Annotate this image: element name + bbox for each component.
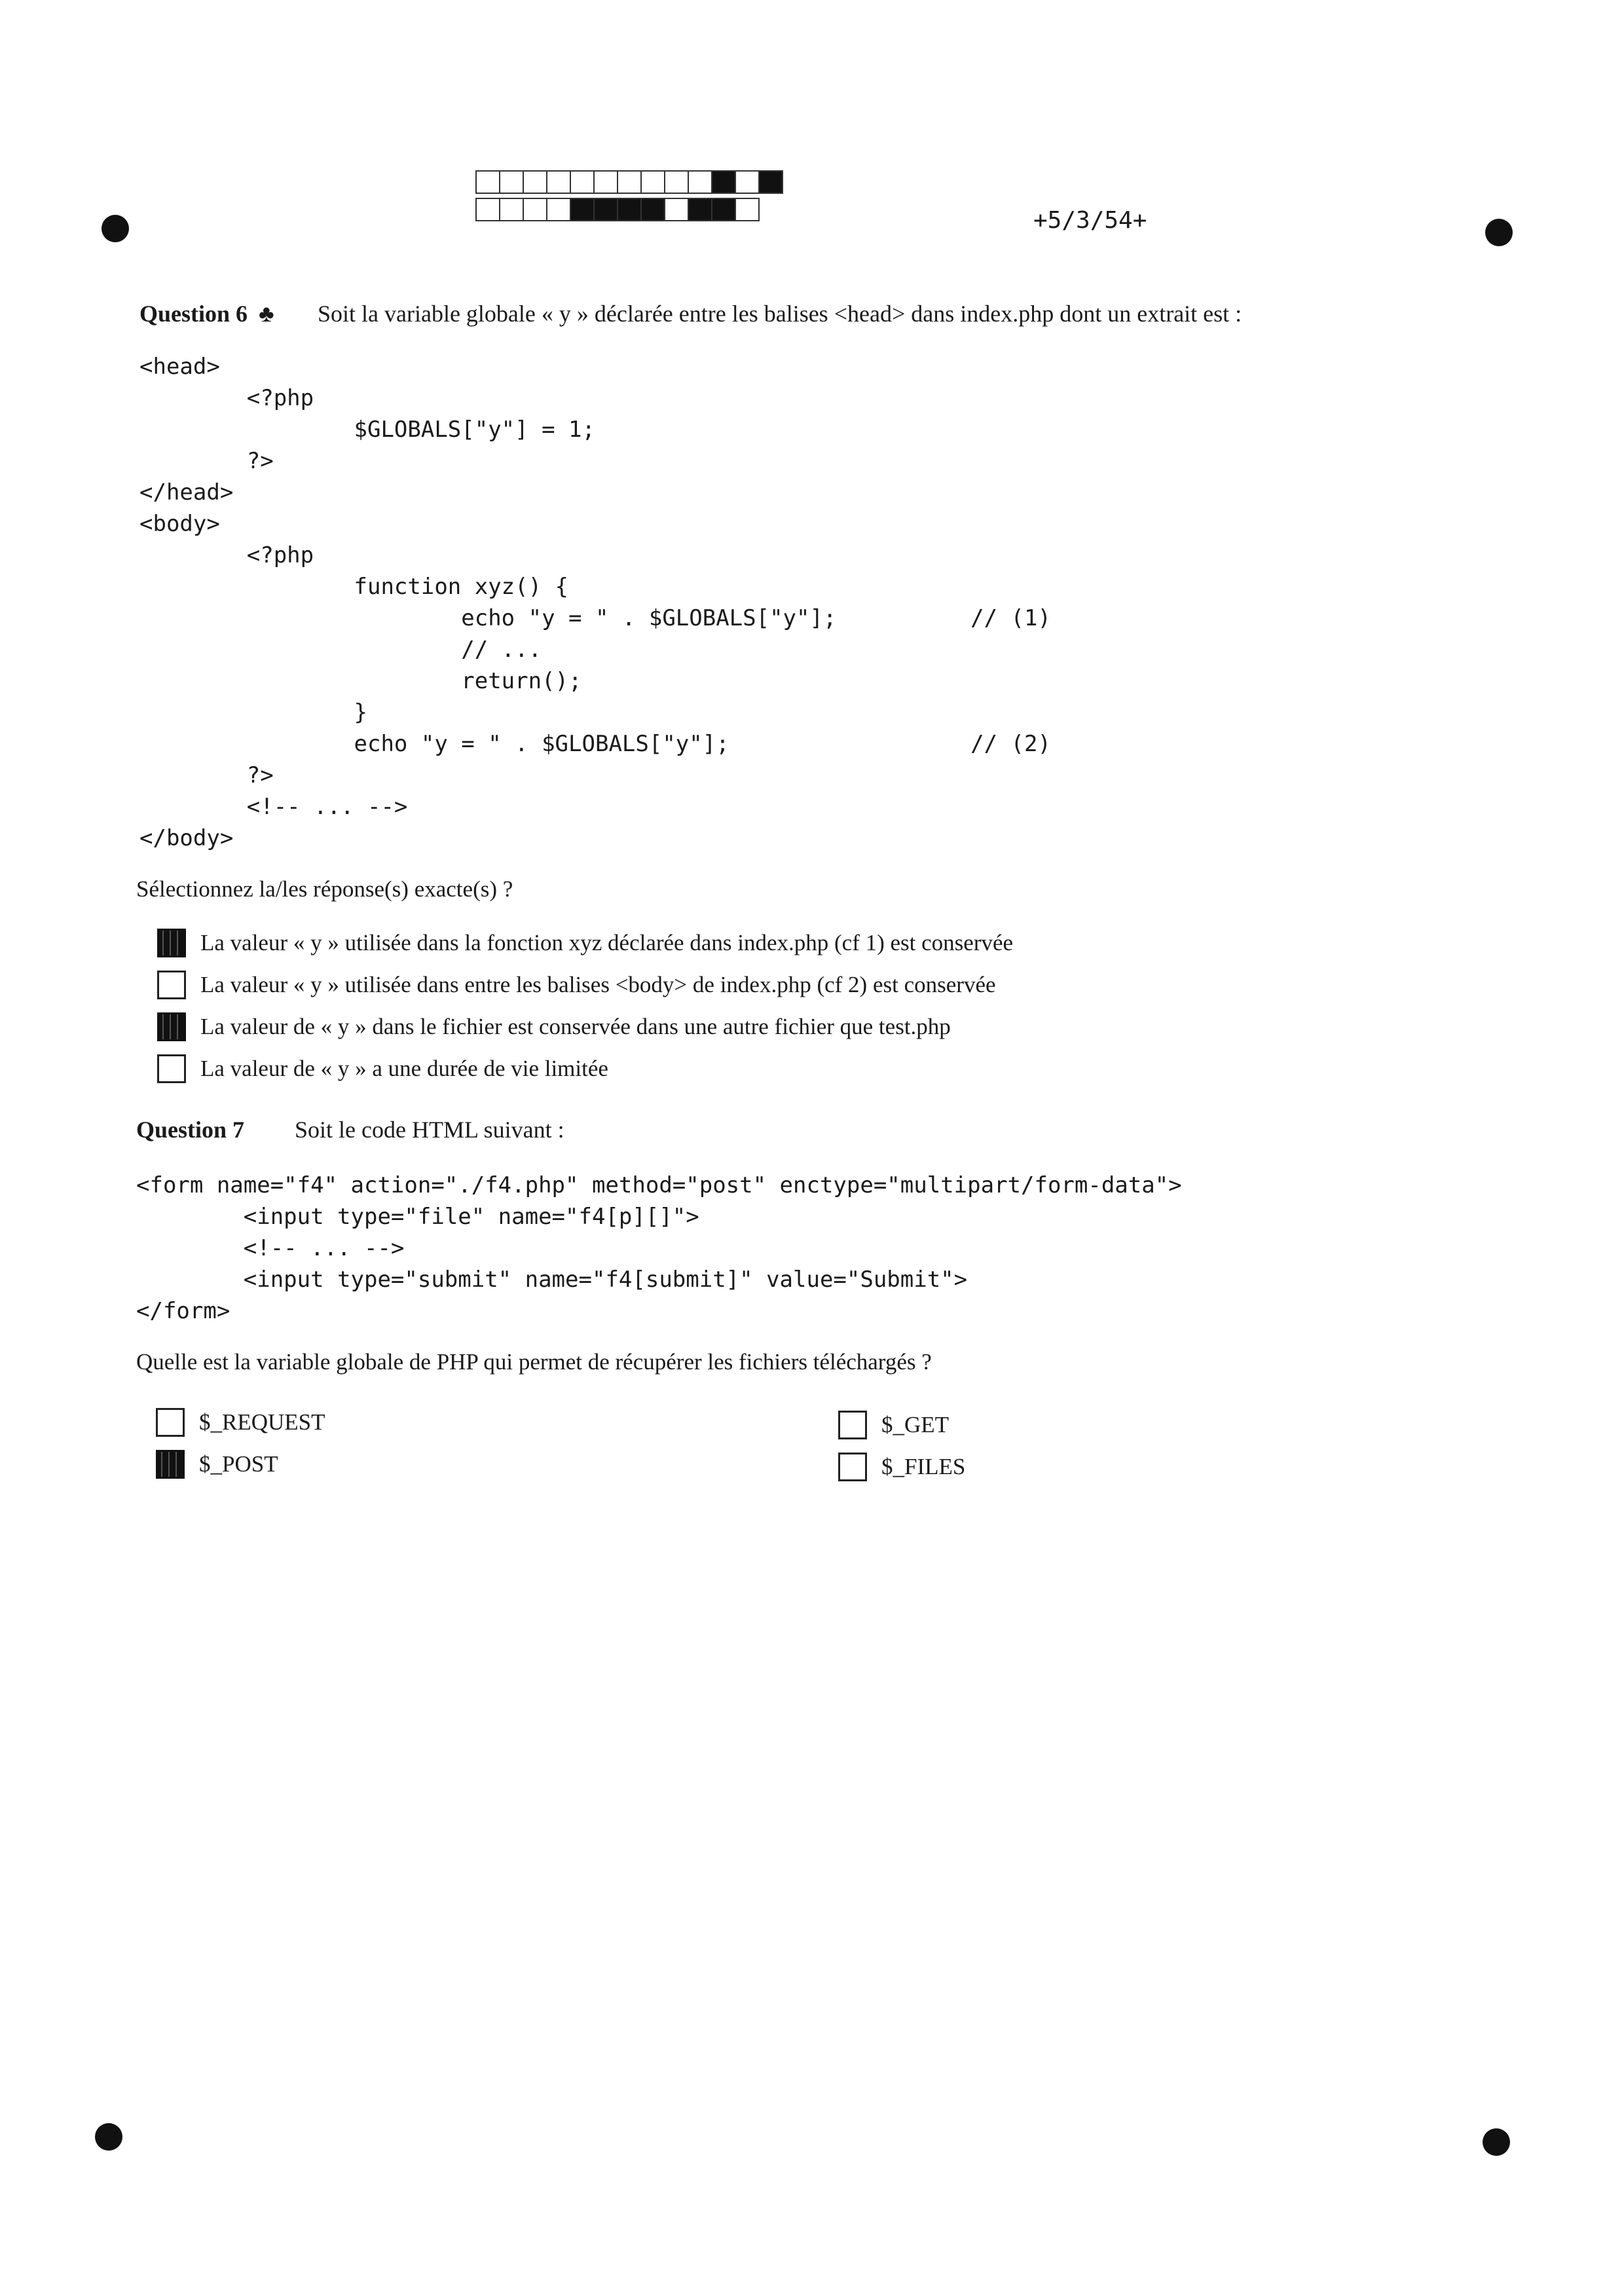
- barcode-cell: [546, 170, 571, 194]
- barcode-cell: [711, 170, 736, 194]
- q7-answer-files-checkbox[interactable]: [838, 1453, 867, 1481]
- q7-answer-post[interactable]: [156, 1450, 278, 1479]
- q6-answer-4-checkbox[interactable]: [157, 1054, 186, 1083]
- question-7-code: <form name="f4" action="./f4.php" method="post" enctype="multipart/form-data"> <input type="file" name="f4[p][]"> <!-- ... --> <input type="submit" name="f4[submit]" value="Submit"> </form>: [136, 1172, 1182, 1324]
- barcode-cell: [640, 170, 665, 194]
- question-7-prompt: Quelle est la variable globale de PHP qui permet de récupérer les fichiers téléchargés ?: [136, 1349, 932, 1375]
- barcode-cell: [664, 198, 689, 221]
- q6-answer-1-checkbox[interactable]: [157, 929, 186, 957]
- barcode-cell: [617, 198, 642, 221]
- question-7-text: Soit le code HTML suivant :: [295, 1117, 564, 1143]
- q6-answer-4[interactable]: [157, 1054, 608, 1083]
- question-6-title: Question 6: [139, 301, 248, 327]
- question-7-title: Question 7: [136, 1117, 245, 1143]
- barcode-cell: [758, 170, 783, 194]
- registration-dot-bottom-left: [95, 2123, 122, 2151]
- q7-answer-post-label: $_POST: [199, 1451, 278, 1477]
- barcode-cell: [664, 170, 689, 194]
- barcode-row-bottom: [475, 198, 782, 221]
- q6-answer-3-label: La valeur de « y » dans le fichier est conservée dans une autre fichier que test.php: [200, 1014, 951, 1039]
- q6-answer-4-label: La valeur de « y » a une durée de vie limitée: [200, 1056, 608, 1081]
- barcode-cell: [570, 170, 595, 194]
- barcode-cell: [688, 170, 712, 194]
- q7-answer-get[interactable]: [838, 1411, 949, 1439]
- barcode-cell: [735, 170, 760, 194]
- q6-answer-3[interactable]: [157, 1012, 951, 1041]
- barcode-cell: [735, 198, 760, 221]
- q6-answer-1-label: La valeur « y » utilisée dans la fonction xyz déclarée dans index.php (cf 1) est conservée: [200, 930, 1014, 955]
- q7-answer-request-label: $_REQUEST: [199, 1409, 325, 1435]
- q6-answer-2-label: La valeur « y » utilisée dans entre les balises <body> de index.php (cf 2) est conservée: [200, 972, 996, 997]
- barcode-cell: [640, 198, 665, 221]
- registration-dot-top-right: [1485, 219, 1513, 246]
- barcode-cell: [523, 170, 547, 194]
- club-marker-icon: ♣: [259, 301, 274, 327]
- q6-answer-2[interactable]: [157, 971, 996, 999]
- registration-dot-bottom-right: [1483, 2128, 1510, 2156]
- q6-answer-1[interactable]: [157, 929, 1013, 957]
- question-7-header: [136, 1116, 564, 1143]
- barcode-cell: [499, 198, 524, 221]
- question-6-code: <head> <?php $GLOBALS["y"] = 1; ?> </head> <body> <?php function xyz() { echo "y = " . $GLOBALS["y"]; // (1) // ... return(); } echo "y = " . $GLOBALS["y"]; // (2) ?> <!-- ... --> </body>: [139, 354, 1051, 851]
- barcode-cell: [593, 170, 618, 194]
- barcode-cell: [499, 170, 524, 194]
- barcode-cell: [688, 198, 712, 221]
- barcode-cell: [475, 198, 500, 221]
- header-barcode: [475, 170, 782, 225]
- q7-answer-post-checkbox[interactable]: [156, 1450, 185, 1479]
- question-6-text: Soit la variable globale « y » déclarée entre les balises <head> dans index.php dont un extrait est :: [318, 301, 1242, 327]
- barcode-cell: [617, 170, 642, 194]
- barcode-cell: [546, 198, 571, 221]
- barcode-cell: [593, 198, 618, 221]
- q7-answer-files[interactable]: [838, 1453, 965, 1481]
- page-number: +5/3/54+: [1033, 207, 1147, 234]
- q7-answer-request-checkbox[interactable]: [156, 1408, 185, 1437]
- barcode-row-top: [475, 170, 782, 194]
- q7-answer-files-label: $_FILES: [881, 1454, 966, 1479]
- q6-answer-2-checkbox[interactable]: [157, 971, 186, 999]
- question-6-prompt: Sélectionnez la/les réponse(s) exacte(s) ?: [136, 876, 513, 902]
- barcode-cell: [475, 170, 500, 194]
- question-6-header: [139, 300, 1242, 327]
- q7-answer-request[interactable]: [156, 1408, 325, 1437]
- q7-answer-get-label: $_GET: [881, 1412, 950, 1437]
- q6-answer-3-checkbox[interactable]: [157, 1012, 186, 1041]
- barcode-cell: [523, 198, 547, 221]
- barcode-cell: [570, 198, 595, 221]
- registration-dot-top-left: [101, 215, 129, 242]
- barcode-cell: [711, 198, 736, 221]
- q7-answer-get-checkbox[interactable]: [838, 1411, 867, 1439]
